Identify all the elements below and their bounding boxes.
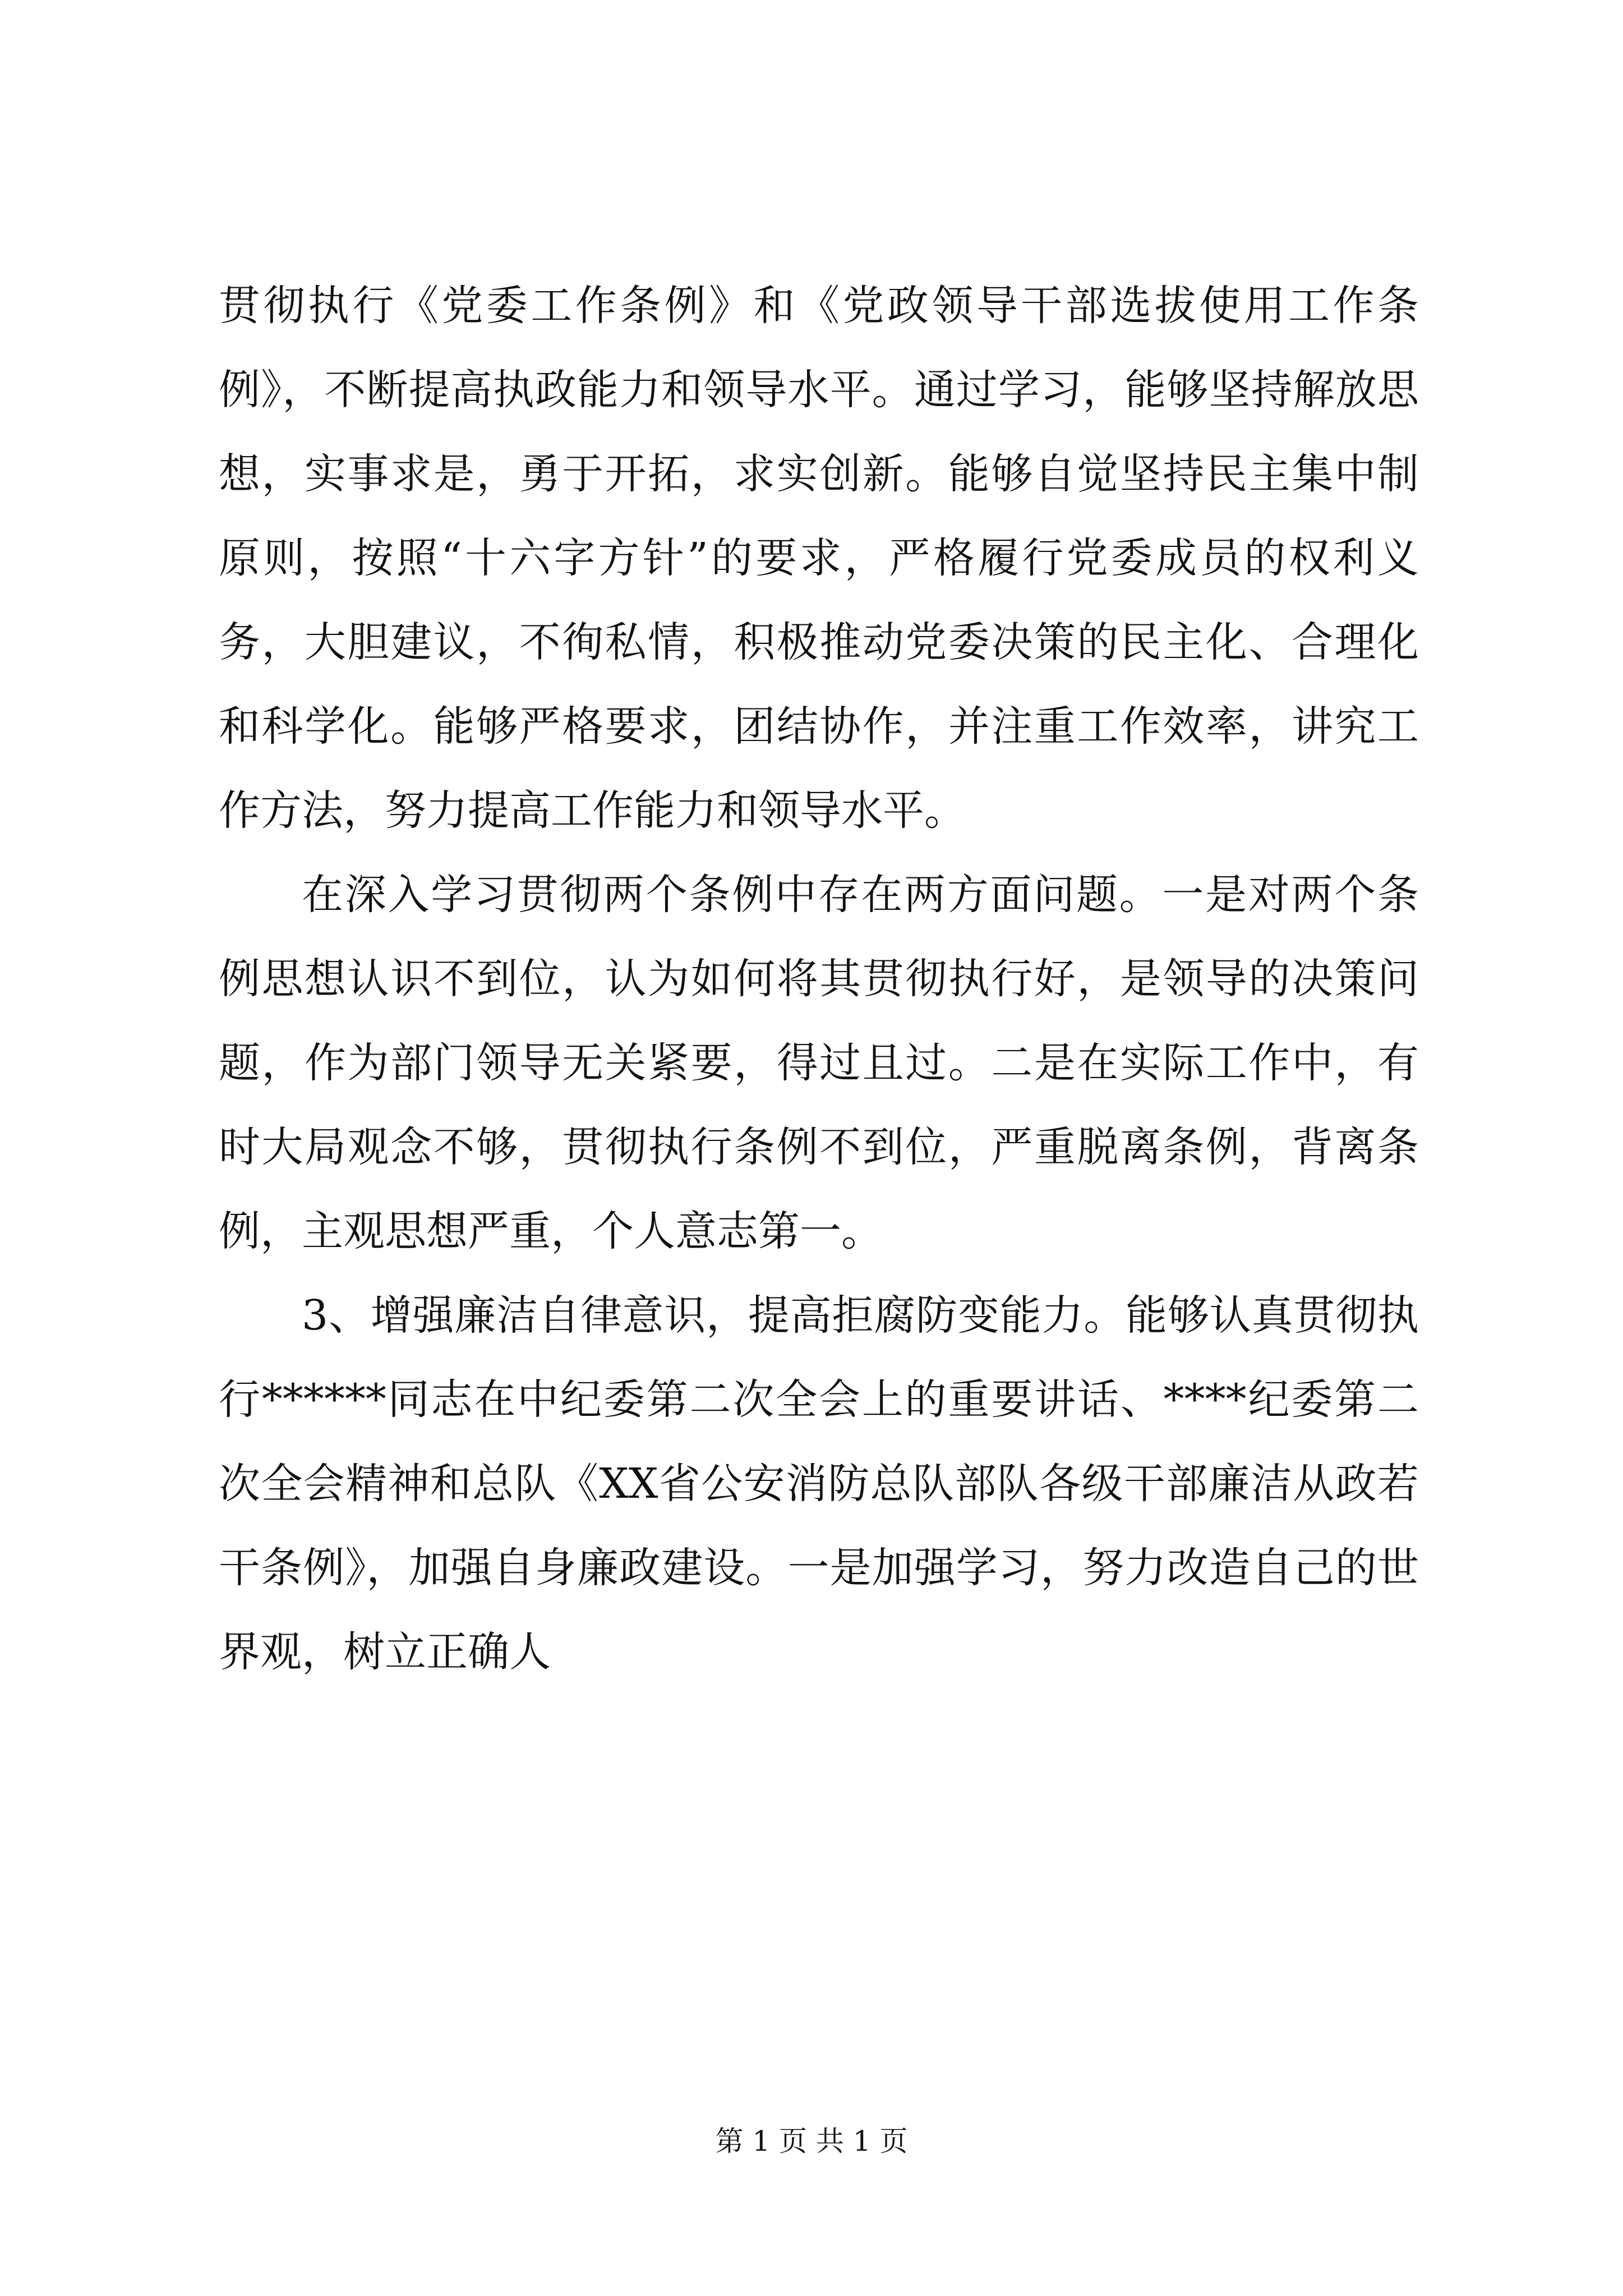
document-body <box>219 264 1419 1694</box>
paragraph-integrity: 3、增强廉洁自律意识，提高拒腐防变能力。能够认真贯彻执行******同志在中纪委第二次全会上的重要讲话、****纪委第二次全会精神和总队《XX省公安消防总队部队各级干部廉洁从政若干条例》，加强自身廉政建设。一是加强学习，努力改造自己的世界观，树立正确人 <box>219 1291 1419 1676</box>
paragraph-problems: 在深入学习贯彻两个条例中存在两方面问题。一是对两个条例思想认识不到位，认为如何将其贯彻执行好，是领导的决策问题，作为部门领导无关紧要，得过且过。二是在实际工作中，有时大局观念不够，贯彻执行条例不到位，严重脱离条例，背离条例，主观思想严重，个人意志第一。 <box>219 871 1419 1255</box>
paragraph-continuation: 贯彻执行《党委工作条例》和《党政领导干部选拔使用工作条例》，不断提高执政能力和领导水平。通过学习，能够坚持解放思想，实事求是，勇于开拓，求实创新。能够自觉坚持民主集中制原则，按照“十六字方针”的要求，严格履行党委成员的权利义务，大胆建议，不徇私情，积极推动党委决策的民主化、合理化和科学化。能够严格要求，团结协作，并注重工作效率，讲究工作方法，努力提高工作能力和领导水平。 <box>219 282 1419 835</box>
page-footer: 第 1 页 共 1 页 <box>715 2125 908 2157</box>
